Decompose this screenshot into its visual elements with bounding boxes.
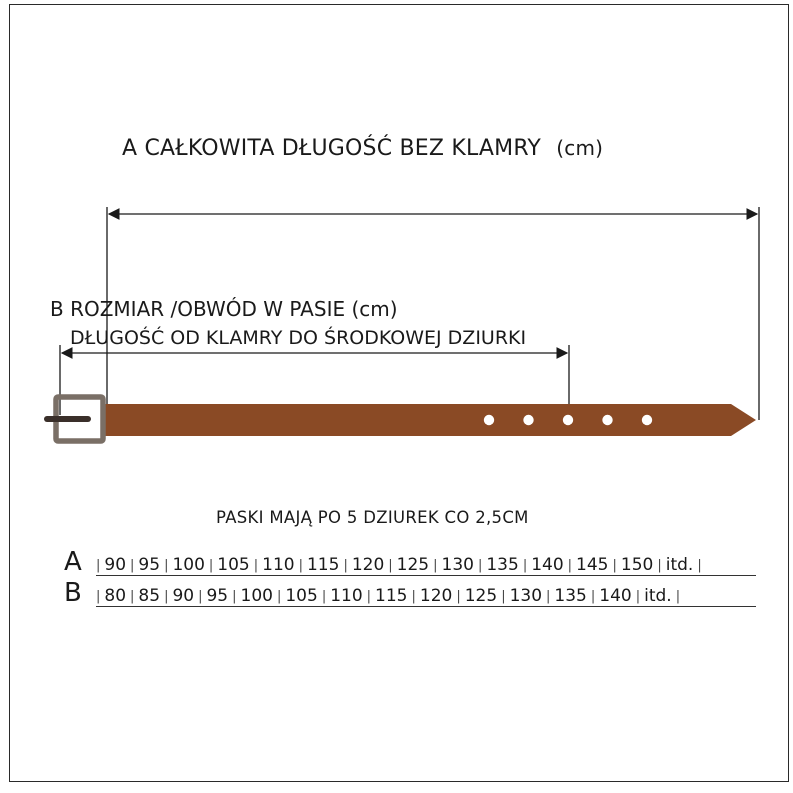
row-separator: | — [253, 558, 259, 573]
size-cell: 90 — [104, 555, 127, 575]
row-separator: | — [276, 589, 282, 604]
total-length-text: CAŁKOWITA DŁUGOŚĆ BEZ KLAMRY — [144, 136, 542, 161]
row-separator: | — [675, 589, 681, 604]
size-cell: 95 — [206, 586, 229, 606]
row-separator: | — [321, 589, 327, 604]
row-separator: | — [546, 589, 551, 604]
size-cell: 120 — [351, 555, 385, 575]
total-length-letter: A — [122, 136, 138, 161]
size-cell: 90 — [172, 586, 195, 606]
belt-hole — [642, 415, 652, 425]
row-separator: | — [343, 558, 348, 573]
size-row-a — [96, 549, 756, 576]
row-separator: | — [208, 558, 214, 573]
row-separator: | — [96, 589, 101, 604]
total-length-heading — [122, 136, 603, 161]
size-cell: itd. — [644, 586, 672, 606]
row-separator: | — [635, 589, 641, 604]
waist-size-subheading: DŁUGOŚĆ OD KLAMRY DO ŚRODKOWEJ DZIURKI — [70, 327, 527, 349]
row-separator: | — [130, 589, 135, 604]
belt-hole — [523, 415, 533, 425]
size-cell: itd. — [665, 555, 694, 575]
size-cell: 140 — [599, 586, 632, 606]
size-cell: 105 — [285, 586, 318, 606]
row-separator: | — [477, 558, 483, 573]
total-length-unit: (cm) — [556, 136, 604, 160]
size-row-b — [96, 580, 756, 607]
row-separator: | — [522, 558, 528, 573]
row-label-b: B — [64, 578, 82, 608]
size-cell: 100 — [240, 586, 273, 606]
size-cell: 125 — [396, 555, 430, 575]
size-cell: 130 — [441, 555, 474, 575]
size-cell: 135 — [486, 555, 519, 575]
size-cell: 145 — [576, 555, 609, 575]
size-cell: 85 — [138, 586, 161, 606]
row-separator: | — [590, 589, 596, 604]
size-cell: 125 — [464, 586, 498, 606]
size-cell: 135 — [554, 586, 587, 606]
row-separator: | — [411, 589, 416, 604]
row-separator: | — [388, 558, 393, 573]
size-cell: 80 — [104, 586, 127, 606]
size-cell: 100 — [172, 555, 205, 575]
size-cell: 110 — [330, 586, 363, 606]
row-separator: | — [657, 558, 662, 573]
row-separator: | — [612, 558, 617, 573]
belt-strap — [104, 404, 756, 436]
size-cell: 140 — [531, 555, 564, 575]
row-separator: | — [366, 589, 372, 604]
belt-hole — [602, 415, 612, 425]
belt-hole — [484, 415, 494, 425]
row-separator: | — [164, 589, 169, 604]
row-separator: | — [433, 558, 438, 573]
row-separator: | — [501, 589, 506, 604]
size-cell: 115 — [306, 555, 340, 575]
row-separator: | — [96, 558, 101, 573]
row-separator: | — [164, 558, 169, 573]
row-separator: | — [232, 589, 237, 604]
size-cell: 130 — [509, 586, 543, 606]
size-cell: 120 — [419, 586, 453, 606]
row-label-a: A — [64, 547, 82, 577]
holes-note: PASKI MAJĄ PO 5 DZIUREK CO 2,5CM — [216, 508, 529, 527]
row-separator: | — [456, 589, 461, 604]
row-separator: | — [130, 558, 135, 573]
size-cell: 115 — [375, 586, 408, 606]
row-separator: | — [198, 589, 203, 604]
size-cell: 150 — [620, 555, 654, 575]
size-cell: 95 — [138, 555, 161, 575]
size-cell: 110 — [262, 555, 295, 575]
row-separator: | — [567, 558, 573, 573]
row-separator: | — [697, 558, 702, 573]
waist-size-heading: B ROZMIAR /OBWÓD W PASIE (cm) — [50, 297, 398, 321]
row-separator: | — [298, 558, 303, 573]
size-cell: 105 — [217, 555, 250, 575]
belt-hole — [563, 415, 573, 425]
